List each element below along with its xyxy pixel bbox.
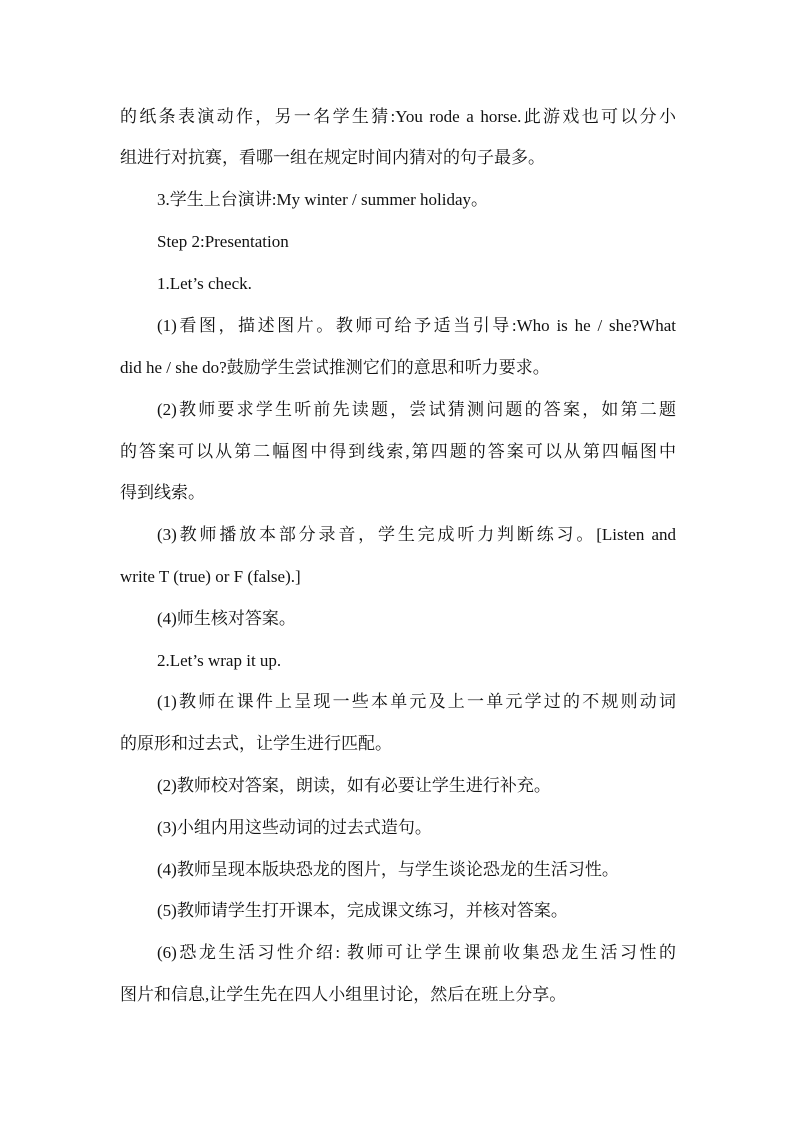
paragraph-line: did he / she do?鼓励学生尝试推测它们的意思和听力要求。	[120, 358, 550, 377]
paragraph-line: (5)教师请学生打开课本，完成课文练习，并核对答案。	[157, 901, 568, 920]
paragraph-line: 的答案可以从第二幅图中得到线索,第四题的答案可以从第四幅图中	[120, 442, 676, 461]
section-heading: Step 2:Presentation	[157, 232, 289, 251]
paragraph-line: 图片和信息,让学生先在四人小组里讨论，然后在班上分享。	[120, 985, 567, 1004]
paragraph-line: (2)教师校对答案，朗读，如有必要让学生进行补充。	[157, 776, 551, 795]
subsection-heading: 2.Let’s wrap it up.	[157, 651, 282, 670]
paragraph-line: (1)教师在课件上呈现一些本单元及上一单元学过的不规则动词	[157, 692, 676, 711]
paragraph-line: 的纸条表演动作，另一名学生猜:You rode a horse.此游戏也可以分小	[120, 107, 676, 126]
paragraph-line: 3.学生上台演讲:My winter / summer holiday。	[157, 190, 489, 209]
subsection-heading: 1.Let’s check.	[157, 274, 252, 293]
paragraph-line: (4)教师呈现本版块恐龙的图片，与学生谈论恐龙的生活习性。	[157, 860, 619, 879]
paragraph-line: (4)师生核对答案。	[157, 609, 296, 628]
paragraph-line: (2)教师要求学生听前先读题，尝试猜测问题的答案，如第二题	[157, 400, 676, 419]
paragraph-line: 组进行对抗赛，看哪一组在规定时间内猜对的句子最多。	[120, 148, 545, 167]
paragraph-line: (1)看图，描述图片。教师可给予适当引导:Who is he / she?What	[157, 316, 676, 335]
paragraph-line: (3)小组内用这些动词的过去式造句。	[157, 818, 432, 837]
paragraph-line: (6)恐龙生活习性介绍: 教师可让学生课前收集恐龙生活习性的	[157, 943, 676, 962]
paragraph-line: (3)教师播放本部分录音，学生完成听力判断练习。[Listen and	[157, 525, 676, 544]
paragraph-line: write T (true) or F (false).]	[120, 567, 301, 586]
paragraph-line: 得到线索。	[120, 483, 205, 502]
paragraph-line: 的原形和过去式，让学生进行匹配。	[120, 734, 392, 753]
